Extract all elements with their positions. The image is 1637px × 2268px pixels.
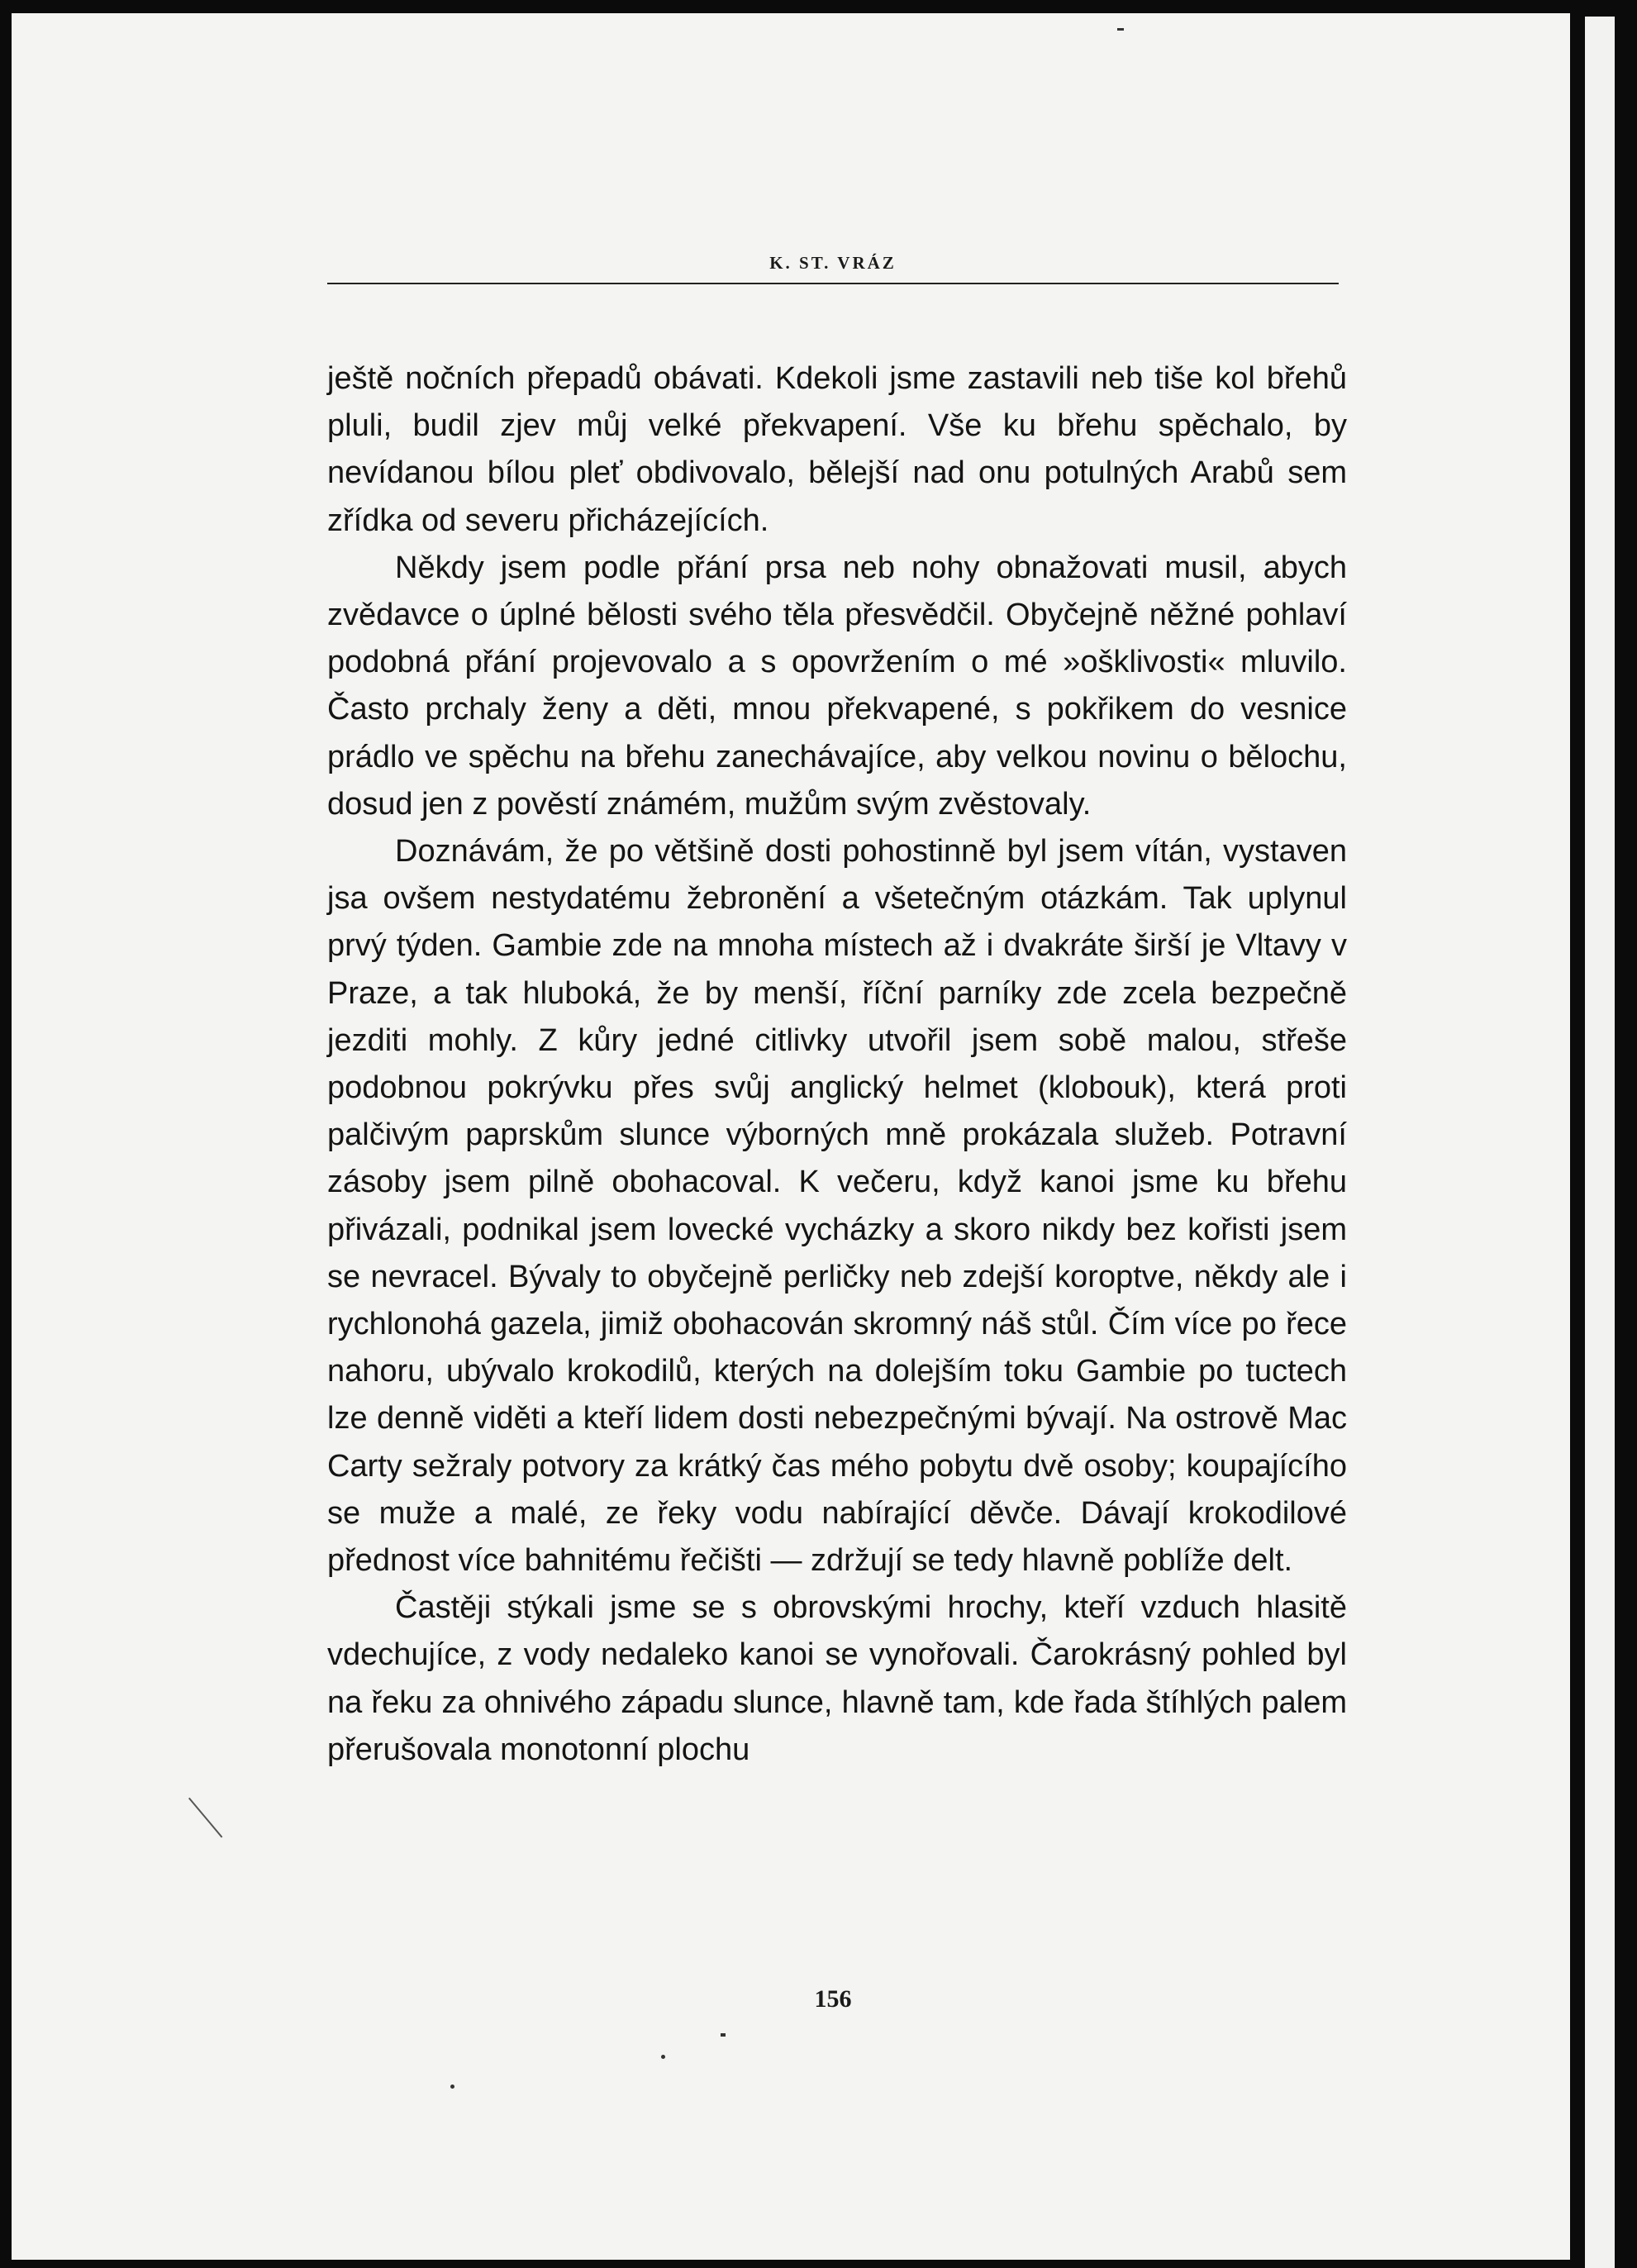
paragraph-3: Doznávám, že po většině dosti pohostinně byl jsem vítán, vystaven jsa ovšem nestydatému žebronění a všetečným otázkám. Tak uplynul prvý týden. Gambie zde na mnoha místech až i dvakráte širší je Vltavy v Praze, a tak hluboká, že by menší, říční parníky zde zcela bezpečně jezditi mohly. Z kůry jedné citlivky utvořil jsem sobě malou, střeše podobnou pokrývku přes svůj anglický helmet (klobouk), která proti palčivým paprskům slunce výborných mně prokázala služeb. Potravní zásoby jsem pilně obohacoval. K večeru, když kanoi jsme ku břehu přivázali, podnikal jsem lovecké vycházky a skoro nikdy bez kořisti jsem se nevracel. Bývaly to obyčejně perličky neb zdejší koroptve, někdy ale i rychlonohá gazela, jimiž obohacován skromný náš stůl. Čím více po řece nahoru, ubývalo krokodilů, kterých na dolejším toku Gambie po tuctech lze denně viděti a kteří lidem dosti nebezpečnými bývají. Na ostrově Mac Carty sežraly potvory za krátký čas mého pobytu dvě osoby; koupajícího se muže a malé, ze řeky vodu nabírající děvče. Dávají krokodilové přednost více bahnitému řečišti — zdržují se tedy hlavně poblíže delt. [327,834,1347,1579]
paragraph-2: Někdy jsem podle přání prsa neb nohy obnažovati musil, abych zvědavce o úplné bělosti svého těla přesvědčil. Obyčejně něžné pohlaví podobná přání projevovalo a s opovržením o mé »ošklivosti« mluvilo. Často prchaly ženy a děti, mnou překvapené, s pokřikem do vesnice prádlo ve spěchu na břehu zanechávajíce, aby velkou novinu o bělochu, dosud jen z pověstí známém, mužům svým zvěstovaly. [327,550,1347,822]
paragraph-1: ještě nočních přepadů obávati. Kdekoli jsme zastavili neb tiše kol břehů pluli, budil zjev můj velké překvapení. Vše ku břehu spěchalo, by nevídanou bílou pleť obdivovalo, bělejší nad onu potulných Arabů sem zřídka od severu přicházejících. [327,361,1347,538]
adjacent-page-edge [1585,17,1615,2268]
header-rule [327,283,1339,284]
scan-speck [1117,28,1124,31]
scan-speck [450,2085,454,2089]
scan-speck [661,2055,665,2059]
running-header: K. ST. VRÁZ [769,253,897,273]
page-number: 156 [814,1985,852,2013]
page-body [327,355,1347,1774]
scan-speck [721,2033,726,2037]
paragraph-4: Častěji stýkali jsme se s obrovskými hrochy, kteří vzduch hlasitě vdechujíce, z vody nedaleko kanoi se vynořovali. Čarokrásný pohled byl na řeku za ohnivého západu slunce, hlavně tam, kde řada štíhlých palem přerušovala monotonní plochu [327,1590,1347,1767]
